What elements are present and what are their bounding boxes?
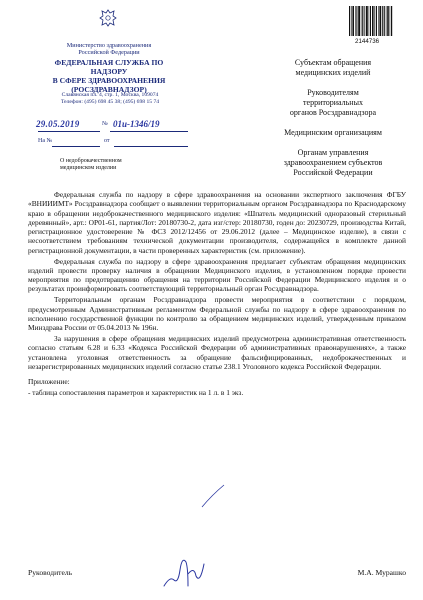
agency-name: ФЕДЕРАЛЬНАЯ СЛУЖБА ПО НАДЗОРУ В СФЕРЕ ЗДРАВООХРАНЕНИЯ (РОСЗДРАВНАДЗОР) [52, 58, 166, 94]
reference-label: На № [38, 138, 53, 144]
recipient-item: Руководителям территориальных органов Росздравнадзора [289, 88, 377, 117]
number-underline [110, 131, 188, 132]
registration-line [38, 119, 188, 135]
registration-date: 29.05.2019 [36, 119, 80, 129]
barcode-icon [349, 6, 393, 36]
signature-image [158, 546, 208, 592]
letter-body [28, 190, 406, 399]
signer-name: М.А. Мурашко [357, 568, 406, 577]
ministry-name: Министерство здравоохранения Российской Федерации [66, 42, 152, 56]
body-paragraph: Федеральная служба по надзору в сфере здравоохранения на основании экспертного заключения ФГБУ «ВНИИИМТ» Росздравнадзора сообщает о выявлении территориальным органом Росздравнадзора по Краснодарскому краю в обращении недоброкачественного медицинского изделия: «Шпатель медицинский одноразовый стерильный деревянный», арт.: OP01-61, партия/Лот: 20180730-2, дата изг/стер: 20180730, годен до: 20230729, производства Китай, регистрационное удостоверение № ФСЗ 2012/12456 от 29.06.2012 (далее – Медицинское изделие), в связи с несоответствием требованиям технической документации производителя, содержащейся в комплекте данной регистрационной документации, в части проверенных характеристик (см. приложение). [28, 190, 406, 255]
pen-mark [198, 481, 228, 511]
reference-underline [52, 146, 100, 147]
number-sign: № [102, 121, 108, 127]
attachment-label: Приложение: [28, 377, 70, 387]
reference-from-underline [114, 146, 188, 147]
date-underline [38, 131, 100, 132]
reference-line [38, 138, 188, 148]
recipient-item: Субъектам обращения медицинских изделий [294, 58, 372, 77]
recipient-item: Органам управления здравоохранением субъектов Российской Федерации [283, 148, 383, 177]
letter-subject: О недоброкачественном медицинском изделии [60, 158, 122, 172]
body-paragraph: За нарушения в сфере обращения медицинских изделий предусмотрена административная ответственность согласно статьям 6.28 и 6.33 «Кодекса Российской Федерации об административных правонарушениях», а также установлена уголовная ответственность за обращение фальсифицированных, недоброкачественных и незарегистрированных медицинских изделий согласно статье 238.1 Уголовного кодекса Российской Федерации. [28, 333, 406, 371]
barcode-number: 2144736 [355, 38, 380, 45]
agency-address: Славянская пл. 4, стр. 1, Москва, 109074 Телефон: (495) 698 45 38; (495) 698 15 74 [60, 92, 160, 105]
recipient-item: Медицинским организациям [284, 128, 382, 137]
registration-number: 01и-1346/19 [113, 119, 160, 129]
coat-of-arms-icon [98, 8, 118, 28]
body-paragraph: Федеральная служба по надзору в сфере здравоохранения предлагает субъектам обращения медицинских изделий провести проверку наличия в обращении Медицинского изделия, в установленном порядке провести мероприятия по предотвращению обращения на территории Российской Федерации Медицинского изделия и о результатах проинформировать соответствующий территориальный орган Росздравнадзора. [28, 256, 406, 294]
attachment-item: - таблица сопоставления параметров и характеристик на 1 л. в 1 экз. [28, 387, 244, 397]
reference-from-label: от [104, 138, 110, 144]
recipients-block [252, 58, 414, 188]
signer-position: Руководитель [28, 568, 73, 577]
body-paragraph: Территориальным органам Росздравнадзора провести мероприятия в соответствии с порядком, предусмотренным Административным регламентом Федеральной службы по надзору в сфере здравоохранения по исполнению государственной функции по контролю за обращением медицинских изделий, утвержденным приказом Минздрава России от 05.04.2013 № 196н. [28, 295, 406, 333]
